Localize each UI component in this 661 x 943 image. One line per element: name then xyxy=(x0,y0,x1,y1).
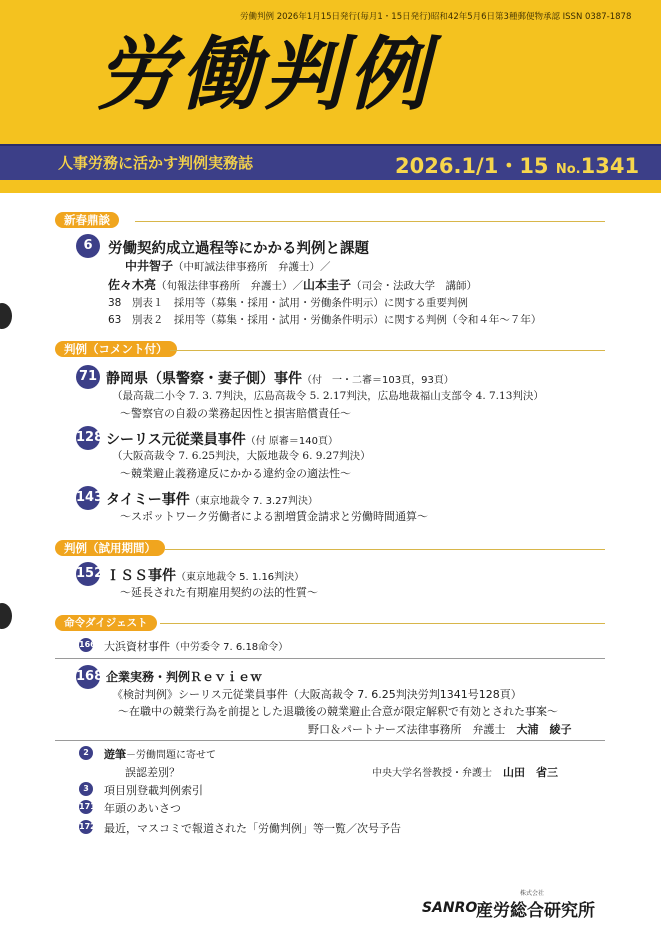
page-number-badge: 6 xyxy=(76,234,100,258)
page-number-badge: 152 xyxy=(76,562,100,586)
masthead-title: 労働判例 xyxy=(96,27,432,121)
court-info: （最高裁二小令 7. 3. 7判決，広島高裁令 5. 2.17判決，広島地裁福山支部令 4. 7.13判決） xyxy=(112,390,544,402)
publisher-logo: SANRO xyxy=(422,900,478,916)
author-name: 中井智子 xyxy=(125,259,174,273)
case-name: ＩＳＳ事件 xyxy=(106,568,176,584)
header-meta: 労働判例 2026年1月15日発行(毎月1・15日発行)昭和42年5月6日第3種郵便物承認 ISSN 0387-1878 xyxy=(240,12,632,22)
case-name: タイミー事件 xyxy=(106,492,190,508)
case-description: ～延長された有期雇用契約の法的性質～ xyxy=(120,586,318,599)
page-number-badge: 2 xyxy=(79,746,93,760)
page-number-badge: 71 xyxy=(76,365,100,389)
author-name: 山本圭子 xyxy=(303,278,352,292)
section-tag-cases-probation: 判例（試用期間） xyxy=(55,540,165,556)
publisher-name: 産労総合研究所 xyxy=(476,901,595,921)
case-description: ～スポットワーク労働者による割増賃金請求と労働時間通算～ xyxy=(120,510,428,523)
author-name: 山田 省三 xyxy=(503,766,558,779)
essay-subtitle: 誤認差別？ xyxy=(125,766,180,779)
case-paren: （東京地裁令 7. 3.27判決） xyxy=(189,496,318,507)
author-line-2 xyxy=(108,276,477,293)
author-affiliation: 野口＆パートナーズ法律事務所 弁護士 xyxy=(308,723,506,736)
binder-hole-top xyxy=(0,303,12,329)
table-ref-1: 38 別表１ 採用等（募集・採用・試用・労働条件明示）に関する重要判例 xyxy=(108,297,468,309)
section-line xyxy=(165,549,605,550)
issue-date: 2026.1/1・15 xyxy=(395,154,549,178)
page-number-badge: 166 xyxy=(79,638,93,652)
page-number-badge: 168 xyxy=(76,665,100,689)
review-description: ～在職中の競業行為を前提とした退職後の競業避止合意が限定解釈で有効とされた事案～ xyxy=(118,705,558,718)
publisher-corp-label: 株式会社 xyxy=(520,890,545,897)
case-title xyxy=(106,489,318,509)
court-info: （大阪高裁令 7. 6.25判決，大阪地裁令 6. 9.27判決） xyxy=(112,450,371,462)
binder-hole-bottom xyxy=(0,603,12,629)
section-tag-newyear: 新春鼎談 xyxy=(55,212,119,228)
case-description: ～競業避止義務違反にかかる違約金の適法性～ xyxy=(120,467,351,480)
page-number-badge: 3 xyxy=(79,782,93,796)
order-name: 大浜資材事件 xyxy=(104,640,170,653)
author-name: 佐々木亮 xyxy=(108,278,157,292)
order-paren: （中労委令 7. 6.18命令） xyxy=(170,642,289,653)
essay-label: 遊筆 xyxy=(104,748,126,761)
case-name: シーリス元従業員事件 xyxy=(106,432,246,448)
case-title xyxy=(106,565,304,585)
page-number-badge: 172 xyxy=(79,820,93,834)
author-affiliation: 中央大学名誉教授・弁護士 xyxy=(372,768,492,779)
author-affiliation: （旬報法律事務所 弁護士）／ xyxy=(156,280,304,292)
list-item: 最近，マスコミで報道された「労働判例」等一覧／次号予告 xyxy=(104,822,401,835)
divider xyxy=(55,658,605,659)
review-case: 《検討判例》シーリス元従業員事件（大阪高裁令 7. 6.25判決労判1341号128頁） xyxy=(112,688,522,701)
section-line xyxy=(170,350,605,351)
issue-info xyxy=(395,150,639,180)
page-number-badge: 128 xyxy=(76,426,100,450)
author-affiliation: （司会・法政大学 講師） xyxy=(351,280,478,292)
section-line xyxy=(135,221,605,222)
section-tag-order-digest: 命令ダイジェスト xyxy=(55,615,157,631)
case-paren: （付 原審＝140頁） xyxy=(245,436,338,447)
order-title xyxy=(104,638,288,654)
case-paren: （付 一・二審＝103頁，93頁） xyxy=(302,375,454,386)
list-item: 年頭のあいさつ xyxy=(104,802,181,815)
divider xyxy=(55,740,605,741)
case-name: 静岡県（県警察・妻子側）事件 xyxy=(106,371,302,387)
page-number-badge: 143 xyxy=(76,486,100,510)
case-title xyxy=(106,429,338,449)
case-title xyxy=(106,368,454,388)
issue-no-label: No. xyxy=(555,162,581,177)
table-ref-2: 63 別表２ 採用等（募集・採用・試用・労働条件明示）に関する判例（令和４年～７年） xyxy=(108,314,542,326)
case-description: ～警察官の自殺の業務起因性と損害賠償責任～ xyxy=(120,407,351,420)
page-number-badge: 171 xyxy=(79,800,93,814)
case-paren: （東京地裁令 5. 1.16判決） xyxy=(176,572,305,583)
author-line-1 xyxy=(125,257,331,274)
issue-no: 1341 xyxy=(580,154,640,178)
essay-author xyxy=(372,764,558,780)
list-item: 項目別登載判例索引 xyxy=(104,784,203,797)
essay-rest: －労働問題に寄せて xyxy=(126,750,216,761)
masthead-subtitle: 人事労務に活かす判例実務誌 xyxy=(58,154,254,172)
review-author xyxy=(308,721,571,737)
author-affiliation: （中町誠法律事務所 弁護士）／ xyxy=(173,261,331,273)
author-name: 大浦 綾子 xyxy=(516,723,572,736)
essay-title xyxy=(104,746,216,762)
review-title: 企業実務・判例Ｒｅｖｉｅｗ xyxy=(106,670,263,684)
section-line xyxy=(160,623,605,624)
section-tag-cases-comment: 判例（コメント付） xyxy=(55,341,177,357)
article-title: 労働契約成立過程等にかかる判例と課題 xyxy=(108,241,369,257)
